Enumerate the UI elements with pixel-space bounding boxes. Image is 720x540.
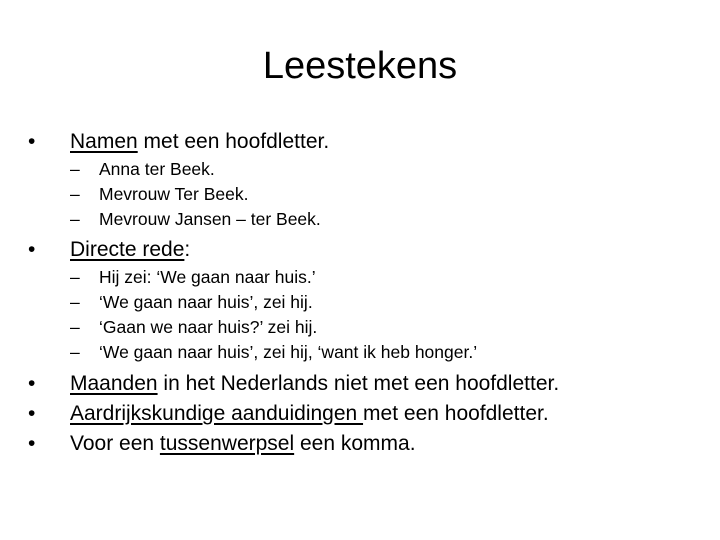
item-text-before: Voor een	[70, 432, 160, 455]
bullet-icon: •	[28, 238, 36, 261]
sub-item-text: Hij zei: ‘We gaan naar huis.’	[99, 267, 316, 287]
sub-item	[70, 341, 477, 363]
dash-icon: –	[70, 184, 80, 204]
bullet-item-maanden	[28, 371, 559, 397]
bullet-item-directe-rede	[28, 237, 190, 263]
underlined-term: Aardrijkskundige aanduidingen	[70, 402, 364, 425]
underlined-term: tussenwerpsel	[159, 432, 295, 455]
dash-icon: –	[70, 159, 80, 179]
dash-icon: –	[70, 317, 80, 337]
item-text: :	[184, 238, 191, 261]
bullet-icon: •	[28, 432, 36, 455]
sub-item	[70, 316, 317, 338]
dash-icon: –	[70, 342, 80, 362]
sub-item-text: ‘Gaan we naar huis?’ zei hij.	[99, 317, 318, 337]
underlined-term: Directe rede	[70, 238, 185, 261]
bullet-icon: •	[28, 130, 36, 153]
sub-item-text: ‘We gaan naar huis’, zei hij.	[99, 292, 313, 312]
sub-item	[70, 208, 321, 230]
bullet-item-namen	[28, 129, 329, 155]
sub-item-text: Anna ter Beek.	[99, 159, 215, 179]
sub-item-text: ‘We gaan naar huis’, zei hij, ‘want ik heb honger.’	[99, 342, 478, 362]
bullet-icon: •	[28, 402, 36, 425]
underlined-term: Maanden	[70, 372, 158, 395]
underlined-term: Namen	[70, 130, 138, 153]
sub-item	[70, 266, 316, 288]
dash-icon: –	[70, 209, 80, 229]
item-text: met een hoofdletter.	[363, 402, 549, 425]
slide-title: Leestekens	[262, 45, 458, 87]
bullet-item-tussenwerpsel	[28, 431, 416, 457]
bullet-icon: •	[28, 372, 36, 395]
item-text: in het Nederlands niet met een hoofdletter.	[157, 372, 560, 395]
item-text: een komma.	[294, 432, 416, 455]
sub-item	[70, 183, 248, 205]
bullet-item-aardrijkskundige	[28, 401, 549, 427]
dash-icon: –	[70, 292, 80, 312]
sub-item	[70, 158, 215, 180]
sub-item	[70, 291, 313, 313]
sub-item-text: Mevrouw Jansen – ter Beek.	[99, 209, 321, 229]
dash-icon: –	[70, 267, 80, 287]
item-text: met een hoofdletter.	[137, 130, 330, 153]
sub-item-text: Mevrouw Ter Beek.	[99, 184, 249, 204]
